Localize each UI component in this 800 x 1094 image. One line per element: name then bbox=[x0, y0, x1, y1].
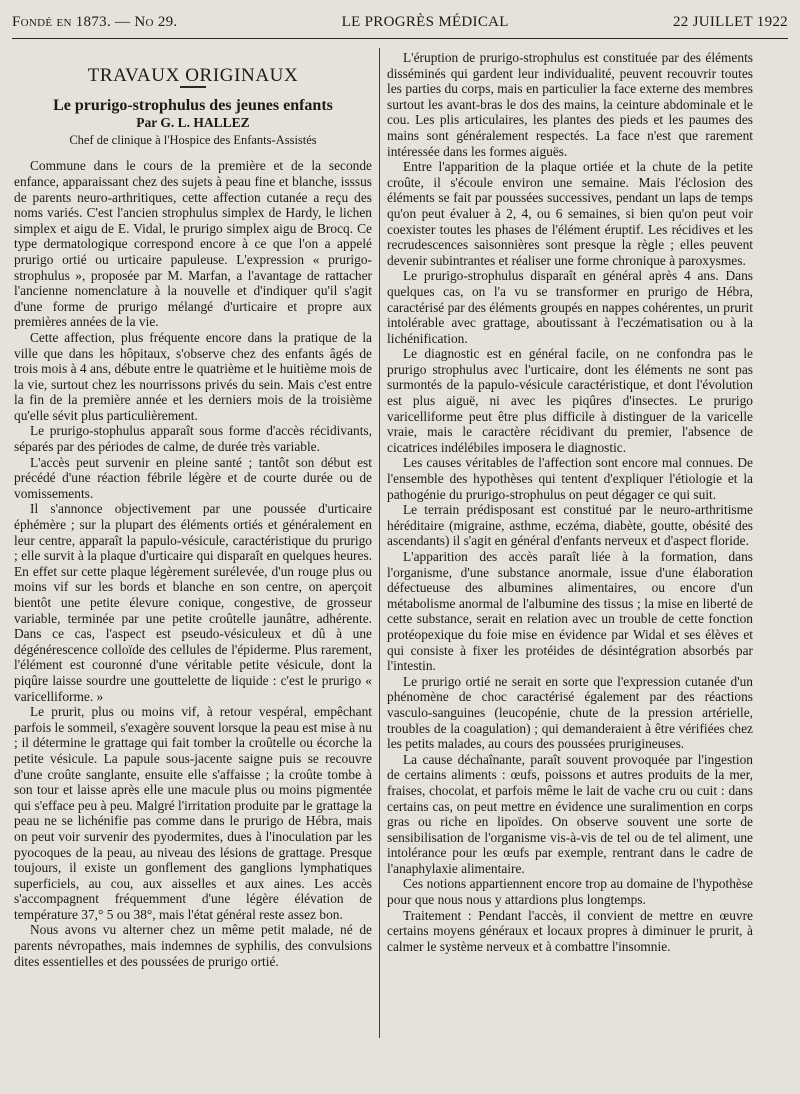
paragraph: Traitement : Pendant l'accès, il convient de mettre en œuvre certains moyens généraux et locaux propres à diminuer le prurit, à calmer le système nerveux et à combattre l'insomnie. bbox=[387, 907, 753, 954]
header-date: 22 JUILLET 1922 bbox=[672, 14, 788, 30]
paragraph: L'éruption de prurigo-strophulus est constituée par des éléments disséminés qui gardent leur individualité, peuvent recouvrir toutes les parties du corps, mais en particulier la face externe des membres surtout les avant-bras le dos des mains, la ceinture abdominale et le cou. Les plis articulaires, les plantes des pieds et les paumes des mains sont généralement respectés. La face n'est que rarement intéressée dans les formes aiguës. bbox=[387, 50, 753, 159]
paragraph: L'apparition des accès paraît liée à la formation, dans l'organisme, d'une substance anormale, issue d'une élaboration défectueuse des albumines alimentaires, ou encore d'un métabolisme anormal de l'albumine des tissus ; la mise en liberté de cette substance, serait en relation avec un trouble de cette fonction protéopexique du foie mise en évidence par Widal et ses élèves et qui consiste à fixer les protéides de désintégration absorbés par l'intestin. bbox=[387, 549, 753, 674]
paragraph: Le terrain prédisposant est constitué par le neuro-arthritisme héréditaire (migraine, asthme, eczéma, diabète, goutte, obésité des ascendants) il s'agit en général d'enfants nerveux et d'aspect floride. bbox=[387, 502, 753, 549]
paragraph: La cause déchaînante, paraît souvent provoquée par l'ingestion de certains aliments : œufs, poissons et autres produits de la mer, fraises, chocolat, et parfois même le lait de vache cru ou cuit : dans certains cas, on peut mettre en évidence une suralimention en corps gras ou riche en lipoïdes. On observe souvent une sorte de sensibilisation de l'organisme vis-à-vis de tel ou de tel aliment, une intolérance pour les œufs par exemple, rentrant dans le cadre de l'anaphylaxie alimentaire. bbox=[387, 751, 753, 876]
right-column bbox=[387, 50, 753, 954]
paragraph: Entre l'apparition de la plaque ortiée et la chute de la petite croûte, il s'écoule environ une semaine. Mais l'éclosion des éléments se fait par poussées successives, pendant un laps de temps qu'on peut évaluer à 2, 4, ou 6 semaines, si bien qu'on peut voir coexister toutes les phases de l'élément éruptif. Les récidives et les recrudescences saisonnières sont presque la règle ; elles peuvent devenir subintrantes et réaliser une forme chronique à paroxysmes. bbox=[387, 159, 753, 268]
section-heading: TRAVAUX ORIGINAUX bbox=[87, 65, 299, 86]
paragraph: Ces notions appartiennent encore trop au domaine de l'hypothèse pour que nous nous y attardions plus longtemps. bbox=[387, 876, 753, 908]
paragraph: Les causes véritables de l'affection sont encore mal connues. De l'ensemble des hypothèses qui tentent d'expliquer l'étiologie et la pathogénie du prurigo-strophulus on peut dégager ce qui suit. bbox=[387, 455, 753, 502]
article-title: Le prurigo-strophulus des jeunes enfants bbox=[53, 96, 333, 114]
paragraph: Le prurigo-stophulus apparaît sous forme d'accès récidivants, séparés par des périodes de calme, de durée très variable. bbox=[14, 423, 372, 455]
header-journal-title: LE PROGRÈS MÉDICAL bbox=[341, 14, 509, 30]
article-author: Par G. L. HALLEZ bbox=[136, 115, 250, 131]
header-founded-issue: Fondé en 1873. — No 29. bbox=[12, 14, 178, 30]
column-divider bbox=[379, 48, 380, 1038]
paragraph: Nous avons vu alterner chez un même petit malade, né de parents névropathes, mais indemnes de syphilis, des convulsions dites essentielles et des poussées de prurigo ortié. bbox=[14, 922, 372, 969]
author-affiliation: Chef de clinique à l'Hospice des Enfants-Assistés bbox=[69, 132, 317, 147]
running-header bbox=[12, 14, 788, 39]
paragraph: Le prurigo-strophulus disparaît en général après 4 ans. Dans quelques cas, on l'a vu se transformer en prurigo de Hébra, caractérisé par des éléments groupés en nappes cohérentes, un prurit intolérable avec grattage, aboutissant à l'eczématisation ou à la lichénification. bbox=[387, 268, 753, 346]
paragraph: Il s'annonce objectivement par une poussée d'urticaire éphémère ; sur la plupart des éléments ortiés et généralement en leur centre, apparaît la papulo-vésicule, caractéristique du prurigo ; elle survit à la plaque d'urticaire qui disparaît en quelques heures. En effet sur cette plaque légèrement surélevée, d'un rouge plus ou moins vif sur les bords et blanche en son centre, on aperçoit bientôt une petite élevure conique, congestive, de grosseur variable, terminée par une petite croûtelle jaunâtre, adhérente. Dans ce cas, l'aspect est pseudo-vésiculeux et dû à une dégénérescence colloïde des cellules de l'épiderme. Plus rarement, l'élément est couronné d'une véritable petite vésicule, dont la piqûre laisse sourdre une gouttelette de liquide : c'est le prurigo « varicelliforme. » bbox=[14, 501, 372, 704]
paragraph: Cette affection, plus fréquente encore dans la pratique de la ville que dans les hôpitaux, s'observe chez des enfants âgés de trois mois à 4 ans, débute entre le quatrième et le huitième mois de la vie, surtout chez les nourrissons privés du sein. Mais c'est entre la fin de la première année et les derniers mois de la troisième qu'elle sévit plus particulièrement. bbox=[14, 329, 372, 423]
paragraph: Le prurigo ortié ne serait en sorte que l'expression cutanée d'un phénomène de choc caractérisé également par des réactions vasculo-sanguines (leucopénie, chute de la pression artérielle, troubles de la coagulation) ; qui demanderaient à être vérifiées chez les petits malades, au cours des poussées prurigineuses. bbox=[387, 673, 753, 752]
paragraph: Le diagnostic est en général facile, on ne confondra pas le prurigo strophulus avec l'urticaire, dont les éléments ne sont pas surmontés de la papulo-vésicule caractéristique, et dont l'évolution est plus aiguë, ni avec les piqûres d'insectes. Le prurigo varicelliforme peut être plus difficile à distinguer de la varicelle vraie, mais le caractère récidivant du premier, l'absence de cicatrices indélébiles imposera le diagnostic. bbox=[387, 346, 753, 455]
left-column bbox=[14, 50, 372, 969]
paragraph: Commune dans le cours de la première et de la seconde enfance, apparaissant chez des sujets à peau fine et blanche, isssus de parents neuro-arthritiques, cette affection cutanée a reçu des noms variés. C'est l'ancien strophulus simplex de Hardy, le lichen simplex et aigu de E. Vidal, le prurigo simplex aigu de Brocq. Ce type dermatologique correspond encore à ce que l'on a appelé prurigo ortié ou urticaire papuleuse. L'expression « prurigo-strophulus », proposée par M. Marfan, a l'avantage de rattacher l'ancienne nomenclature à la nouvelle et d'indiquer qu'il s'agit d'une forme de prurigo mélangé d'urticaire et propre aux premières années de la vie. bbox=[14, 158, 372, 330]
paragraph: L'accès peut survenir en pleine santé ; tantôt son début est précédé d'une réaction fébrile légère et de courte durée ou de vomissements. bbox=[14, 454, 372, 501]
paragraph: Le prurit, plus ou moins vif, à retour vespéral, empêchant parfois le sommeil, s'exagère souvent lorsque la peau est mise à nu ; il détermine le grattage qui fait tomber la croûtelle ou écorche la petite vésicule. La papule sous-jacente saigne puis se recouvre d'une croûte sanglante, ensuite elle s'affaisse ; la croûte tombe à son tour et laisse après elle une macule plus ou moins pigmentée qui s'efface peu à peu. Malgré l'irritation produite par le grattage la peau ne se lichénifie pas comme dans le prurigo de Hébra, mais on peut voir survenir des pyodermites, dues à l'inoculation par les pyocoques de la peau, au niveau des lésions de grattage. Presque toujours, il existe un gonflement des ganglions lymphatiques superficiels, au cou, aux aisselles et aux aines. Les accès s'accompagnent fréquemment d'une légère élévation de température 37,° 5 ou 38°, mais l'état général reste assez bon. bbox=[14, 704, 372, 922]
